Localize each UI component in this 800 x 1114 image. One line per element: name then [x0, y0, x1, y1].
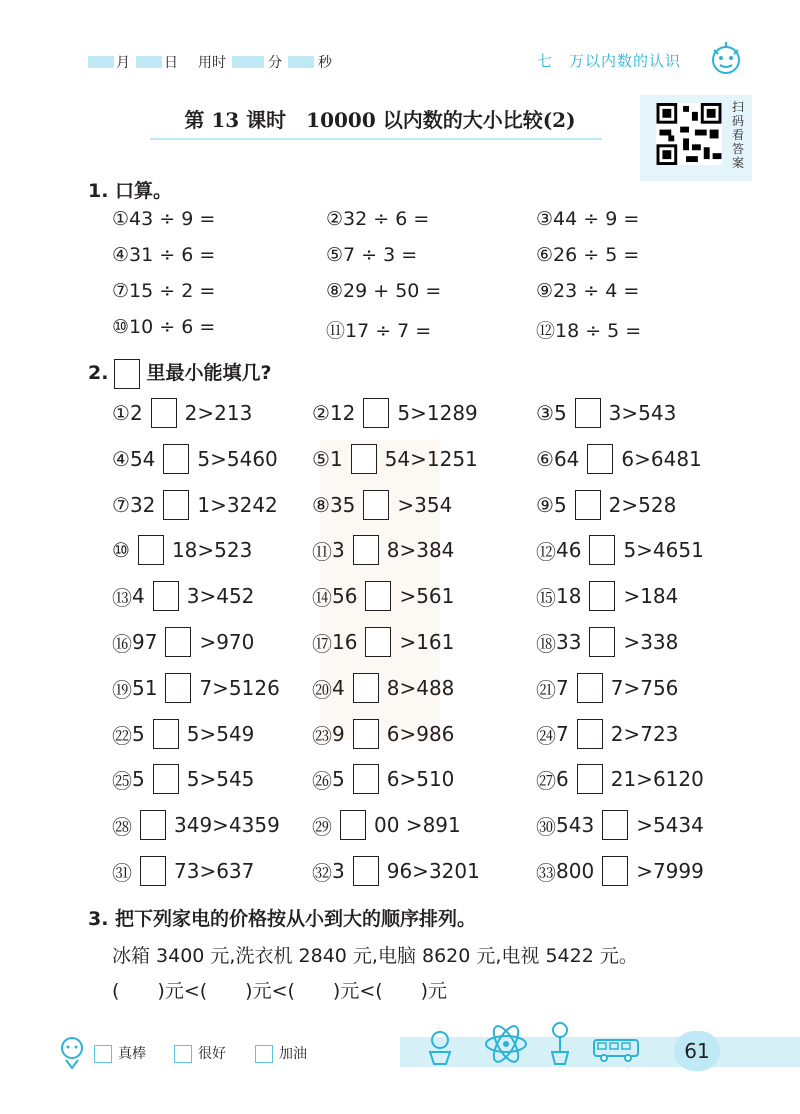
section2-title: [88, 358, 271, 389]
fill-box-item-suffix: 00 >891: [374, 813, 461, 837]
fill-box-item: [312, 581, 454, 611]
fill-box-item-prefix: 16: [332, 630, 358, 654]
fill-box-item-prefix: 3: [332, 859, 345, 883]
fill-box-item-number: ⑭: [312, 585, 332, 610]
mental-math-item: ②32 ÷ 6 =: [326, 208, 430, 230]
fill-box-item-number: ㉛: [112, 860, 132, 885]
section2-box-icon: [114, 359, 140, 389]
answer-box[interactable]: [587, 444, 613, 474]
fill-box-item: [536, 444, 702, 474]
mental-math-item: ④31 ÷ 6 =: [112, 244, 216, 266]
fill-box-item-number: ㉒: [112, 723, 132, 748]
fill-box-item-number: ③: [536, 401, 554, 425]
fill-box-item-suffix: 2>723: [610, 722, 679, 746]
fill-box-item: [536, 581, 678, 611]
fill-box-item-suffix: 18>523: [171, 538, 253, 562]
section3-prices: 冰箱 3400 元,洗衣机 2840 元,电脑 8620 元,电视 5422 元。: [112, 945, 638, 967]
fill-box-item-suffix: >161: [399, 630, 455, 654]
fill-box-item-suffix: 8>384: [386, 538, 455, 562]
fill-box-item-suffix: 96>3201: [386, 859, 480, 883]
fill-box-item-number: ㉓: [312, 723, 332, 748]
fill-box-item-suffix: >184: [623, 584, 679, 608]
fill-box-item-suffix: 7>5126: [199, 676, 280, 700]
fill-box-item: [112, 490, 278, 520]
footer-mascot-icon: [56, 1030, 88, 1070]
rating-good-checkbox[interactable]: [174, 1045, 192, 1063]
fill-box-item: [312, 856, 480, 886]
mental-math-item: ⑪17 ÷ 7 =: [326, 320, 432, 342]
section3-answer-line[interactable]: ( )元<( )元<( )元<( )元: [112, 980, 448, 1002]
fill-box-item-prefix: 5: [332, 767, 345, 791]
fill-box-item-suffix: 6>986: [386, 722, 455, 746]
mental-math-item: ⑧29 + 50 =: [326, 280, 442, 302]
rating-great-checkbox[interactable]: [94, 1045, 112, 1063]
fill-box-item-suffix: >7999: [636, 859, 704, 883]
fill-box-item: [112, 398, 252, 428]
mental-math-item: ⑫18 ÷ 5 =: [536, 320, 642, 342]
fill-box-item: [536, 673, 678, 703]
answer-box[interactable]: [153, 581, 179, 611]
fill-box-item-suffix: >354: [397, 493, 453, 517]
rating-keep-going[interactable]: [255, 1043, 307, 1063]
fill-box-item-suffix: 349>4359: [174, 813, 280, 837]
answer-box[interactable]: [351, 444, 377, 474]
fill-box-item-prefix: 18: [556, 584, 582, 608]
answer-box[interactable]: [140, 856, 166, 886]
fill-box-item-suffix: 5>549: [186, 722, 255, 746]
answer-box[interactable]: [363, 398, 389, 428]
fill-box-item-prefix: 97: [132, 630, 158, 654]
fill-box-item-suffix: 5>5460: [197, 447, 278, 471]
fill-box-item-number: ⑯: [112, 631, 132, 656]
fill-box-item-number: ⑰: [312, 631, 332, 656]
page-number: 61: [674, 1031, 720, 1071]
fill-box-item: [536, 719, 678, 749]
answer-box[interactable]: [138, 535, 164, 565]
fill-box-item: [312, 764, 454, 794]
date-day-blank[interactable]: [136, 56, 162, 68]
answer-box[interactable]: [163, 444, 189, 474]
fill-box-item-prefix: 3: [332, 538, 345, 562]
fill-box-item: [312, 398, 478, 428]
fill-box-item-number: ⑲: [112, 677, 132, 702]
fill-box-item-number: ⑨: [536, 493, 554, 517]
qr-hint: 扫码看答案: [731, 100, 744, 170]
fill-box-item: [312, 673, 454, 703]
title-underline: [150, 138, 602, 140]
fill-box-item: [112, 719, 254, 749]
fill-box-item-suffix: >5434: [636, 813, 704, 837]
answer-box[interactable]: [153, 764, 179, 794]
fill-box-item-prefix: 1: [329, 447, 343, 471]
fill-box-item: [536, 810, 704, 840]
answer-box[interactable]: [365, 581, 391, 611]
mental-math-item: ①43 ÷ 9 =: [112, 208, 216, 230]
section2-text: 里最小能填几?: [146, 362, 272, 384]
fill-box-item-prefix: 5: [132, 722, 145, 746]
fill-box-item: [536, 398, 676, 428]
fill-box-item-number: ⑬: [112, 585, 132, 610]
rating-keep-going-label: 加油: [279, 1046, 307, 1062]
fill-box-item-prefix: 33: [556, 630, 582, 654]
fill-box-item-number: ⑪: [312, 539, 332, 564]
answer-box[interactable]: [165, 673, 191, 703]
fill-box-item: [312, 444, 478, 474]
fill-box-item-suffix: 2>528: [608, 493, 677, 517]
fill-box-item-prefix: 5: [553, 493, 567, 517]
answer-box[interactable]: [577, 764, 603, 794]
plant-icon: [546, 1020, 574, 1066]
mental-math-item: ⑤7 ÷ 3 =: [326, 244, 418, 266]
fill-box-item: [536, 856, 704, 886]
time-used-label: 用时: [198, 55, 226, 71]
minutes-blank[interactable]: [232, 56, 264, 68]
seconds-blank[interactable]: [288, 56, 314, 68]
fill-box-item-prefix: 9: [332, 722, 345, 746]
fill-box-item: [112, 535, 252, 565]
answer-box[interactable]: [153, 719, 179, 749]
fill-box-item-number: ①: [112, 401, 130, 425]
fill-box-item-suffix: 2>213: [184, 401, 253, 425]
answer-box[interactable]: [589, 627, 615, 657]
fill-box-item: [312, 490, 452, 520]
answer-box[interactable]: [602, 856, 628, 886]
fill-box-item-suffix: 6>6481: [621, 447, 702, 471]
answer-box[interactable]: [602, 810, 628, 840]
mental-math-item: ⑥26 ÷ 5 =: [536, 244, 640, 266]
chapter-title: 七 万以内数的认识: [537, 52, 682, 70]
answer-box[interactable]: [353, 719, 379, 749]
mental-math-item: ⑦15 ÷ 2 =: [112, 280, 216, 302]
answer-box[interactable]: [353, 673, 379, 703]
fill-box-item-number: ㉔: [536, 723, 556, 748]
section3-title: 3. 把下列家电的价格按从小到大的顺序排列。: [88, 908, 477, 930]
fill-box-item-prefix: 12: [329, 401, 356, 425]
fill-box-item: [112, 444, 278, 474]
fill-box-item-prefix: 56: [332, 584, 358, 608]
fill-box-item-suffix: 5>545: [186, 767, 255, 791]
fill-box-item-number: ⑫: [536, 539, 556, 564]
atom-icon: [482, 1020, 530, 1068]
fill-box-item-suffix: 7>756: [610, 676, 679, 700]
date-month-blank[interactable]: [88, 56, 114, 68]
fill-box-item: [112, 673, 280, 703]
rating-good[interactable]: [174, 1043, 226, 1063]
fill-box-item-number: ㉚: [536, 814, 556, 839]
fill-box-item-prefix: 54: [129, 447, 156, 471]
fill-box-item-prefix: 5: [132, 767, 145, 791]
fill-box-item-prefix: 7: [556, 722, 569, 746]
fill-box-item-suffix: 21>6120: [610, 767, 704, 791]
answer-box[interactable]: [340, 810, 366, 840]
fill-box-item-prefix: 4: [332, 676, 345, 700]
qr-code-icon[interactable]: [656, 103, 722, 165]
fill-box-item-prefix: 46: [556, 538, 582, 562]
answer-box[interactable]: [577, 719, 603, 749]
fill-box-item-suffix: 73>637: [174, 859, 255, 883]
fill-box-item: [312, 810, 461, 840]
answer-box[interactable]: [363, 490, 389, 520]
answer-box[interactable]: [140, 810, 166, 840]
fill-box-item-number: ㉜: [312, 860, 332, 885]
fill-box-item-suffix: 6>510: [386, 767, 455, 791]
answer-box[interactable]: [353, 535, 379, 565]
answer-box[interactable]: [353, 764, 379, 794]
fill-box-item-prefix: 6: [556, 767, 569, 791]
fill-box-item: [536, 627, 678, 657]
rating-great-label: 真棒: [118, 1046, 146, 1062]
fill-box-item: [312, 535, 454, 565]
bus-icon: [592, 1036, 640, 1064]
fill-box-item-prefix: 64: [553, 447, 580, 471]
fill-box-item-prefix: 543: [556, 813, 595, 837]
fill-box-item-number: ㉕: [112, 768, 132, 793]
answer-box[interactable]: [165, 627, 191, 657]
fill-box-item-prefix: 4: [132, 584, 145, 608]
fill-box-item: [112, 764, 254, 794]
mental-math-item: ⑨23 ÷ 4 =: [536, 280, 640, 302]
fill-box-item-suffix: 8>488: [386, 676, 455, 700]
rating-good-label: 很好: [198, 1046, 226, 1062]
fill-box-item: [536, 764, 704, 794]
fill-box-item-suffix: 3>452: [186, 584, 255, 608]
fill-box-item-number: ㉝: [536, 860, 556, 885]
answer-box[interactable]: [353, 856, 379, 886]
fill-box-item: [536, 535, 704, 565]
rating-great[interactable]: [94, 1043, 146, 1063]
answer-box[interactable]: [589, 581, 615, 611]
fill-box-item: [112, 581, 254, 611]
fill-box-item-suffix: >970: [199, 630, 255, 654]
fill-box-item-number: ②: [312, 401, 330, 425]
fill-box-item-prefix: 2: [129, 401, 143, 425]
fill-box-item-prefix: 32: [129, 493, 156, 517]
date-month-label: 月: [116, 55, 130, 71]
fill-box-item-suffix: 5>1289: [397, 401, 478, 425]
fill-box-item: [312, 627, 454, 657]
fill-box-item-number: ⑩: [112, 538, 130, 562]
fill-box-item-suffix: 3>543: [608, 401, 677, 425]
rating-keep-going-checkbox[interactable]: [255, 1045, 273, 1063]
section1-title: 1. 口算。: [88, 180, 173, 202]
fill-box-item: [112, 627, 254, 657]
answer-box[interactable]: [575, 490, 601, 520]
answer-box[interactable]: [365, 627, 391, 657]
fill-box-item-number: ⑤: [312, 447, 330, 471]
fill-box-item-number: ㉗: [536, 768, 556, 793]
fill-box-item-number: ⑧: [312, 493, 330, 517]
mental-math-item: ③44 ÷ 9 =: [536, 208, 640, 230]
minutes-label: 分: [268, 55, 282, 71]
fill-box-item-number: ⑦: [112, 493, 130, 517]
fill-box-item-suffix: 1>3242: [197, 493, 278, 517]
fill-box-item-number: ⑱: [536, 631, 556, 656]
chapter-mascot-icon: [706, 40, 746, 76]
section2-number: 2.: [88, 362, 109, 384]
fill-box-item-number: ⑥: [536, 447, 554, 471]
seconds-label: 秒: [318, 55, 332, 71]
fill-box-item-suffix: >338: [623, 630, 679, 654]
fill-box-item-number: ㉙: [312, 814, 332, 839]
fill-box-item-number: ㉑: [536, 677, 556, 702]
fill-box-item: [112, 856, 254, 886]
answer-box[interactable]: [577, 673, 603, 703]
answer-box[interactable]: [163, 490, 189, 520]
fill-box-item-prefix: 5: [553, 401, 567, 425]
flower-pot-icon: [418, 1026, 462, 1066]
fill-box-item: [312, 719, 454, 749]
answer-box[interactable]: [151, 398, 177, 428]
fill-box-item-suffix: >561: [399, 584, 455, 608]
answer-box[interactable]: [575, 398, 601, 428]
fill-box-item-prefix: 35: [329, 493, 356, 517]
date-day-label: 日: [164, 55, 178, 71]
fill-box-item-prefix: 7: [556, 676, 569, 700]
fill-box-item-suffix: 54>1251: [384, 447, 478, 471]
fill-box-item-prefix: 51: [132, 676, 158, 700]
lesson-title: 第 13 课时 10000 以内数的大小比较(2): [184, 108, 576, 132]
fill-box-item-number: ⑮: [536, 585, 556, 610]
fill-box-item: [112, 810, 280, 840]
mental-math-item: ⑩10 ÷ 6 =: [112, 316, 216, 338]
fill-box-item-number: ㉘: [112, 814, 132, 839]
fill-box-item-number: ㉖: [312, 768, 332, 793]
answer-box[interactable]: [589, 535, 615, 565]
fill-box-item-suffix: 5>4651: [623, 538, 704, 562]
fill-box-item-number: ⑳: [312, 677, 332, 702]
fill-box-item-prefix: 800: [556, 859, 595, 883]
fill-box-item: [536, 490, 676, 520]
fill-box-item-number: ④: [112, 447, 130, 471]
